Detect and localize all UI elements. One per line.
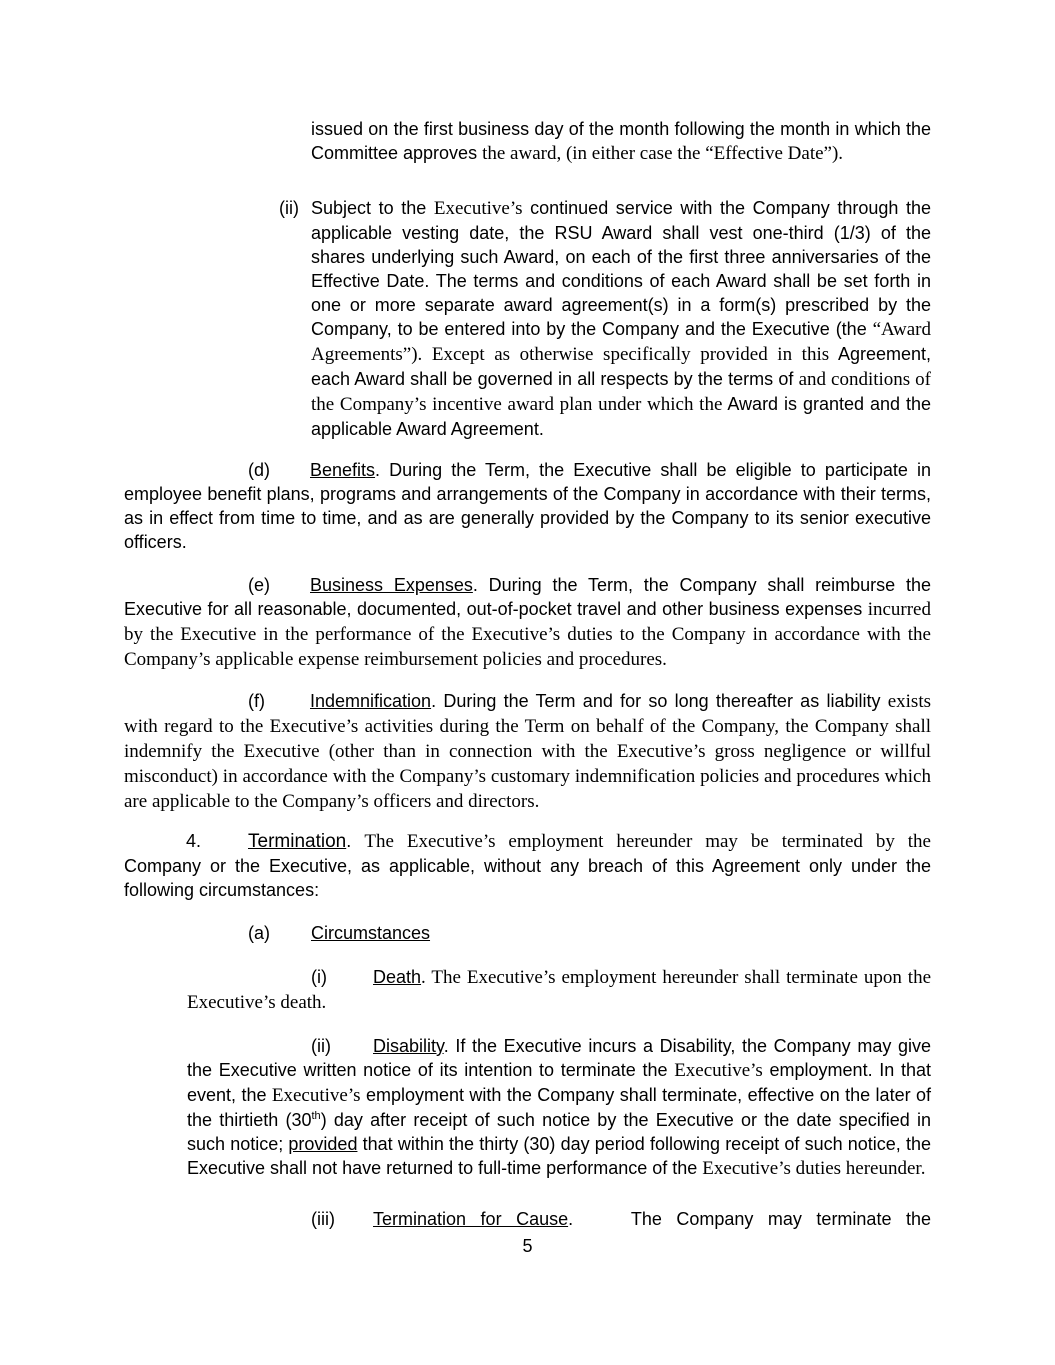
section-f-label: (f)	[248, 691, 265, 711]
item-i-label: (i)	[311, 967, 327, 987]
item-ii-disability-text: ) day after receipt of such notice by the Executive or the date specified in such notice;	[187, 1110, 931, 1154]
item-ii-text: Executive’s	[433, 198, 523, 219]
section-4-label: 4.	[186, 831, 202, 851]
section-f-text-serif: exists with regard to the Executive’s activities during the Term on behalf of the Company, the Company shall indemnify the Executive (other than in connection with the Executive’s gross negligence or willful misconduct) in accordance with the Company’s customary indemnification policies and procedures which are applicable to the Company’s officers and directors.	[124, 691, 931, 812]
item-ii-disability-text: that within the thirty (30) day period following receipt of such notice, the Executive shall not have returned to full-time performance of the	[187, 1134, 931, 1178]
section-e-label: (e)	[248, 575, 270, 595]
item-ii-disability-paragraph	[187, 1034, 931, 1181]
item-ii-text: Agreement, each Award shall be governed in all respects by the terms of	[311, 344, 932, 389]
item-ii-label: (ii)	[279, 198, 299, 218]
section-d-heading: Benefits	[310, 460, 376, 480]
continuation-text: issued on the first business day of the month following the month in which the Committee approves	[311, 119, 931, 163]
item-ii-text: Award is granted and the applicable Award Agreement.	[311, 394, 932, 439]
item-iii-heading-line	[373, 1207, 931, 1231]
section-f-heading: Indemnification	[310, 691, 432, 711]
item-ii-text: “Award Agreements”). Except as otherwise specifically provided in this	[311, 319, 931, 365]
section-e-heading: Business Expenses	[310, 575, 473, 595]
item-ii-disability-text: employment with the Company shall terminate, effective on the later of the thirtieth (30	[187, 1085, 931, 1130]
item-ii-vesting-paragraph	[311, 196, 931, 441]
item-ii-disability-text: Executive’s	[674, 1060, 763, 1081]
item-ii-disability-text: . If the Executive incurs a Disability, the Company may give the Executive written notice of its intention to terminate the	[187, 1036, 931, 1080]
section-f-paragraph	[124, 689, 931, 814]
section-4-text-serif: The Executive’s employment hereunder may be terminated by the	[364, 831, 931, 852]
item-iii-text: . The Company may terminate the	[568, 1209, 931, 1229]
superscript-th: th	[311, 1110, 321, 1122]
item-ii-disability-label: (ii)	[311, 1036, 331, 1056]
section-4-heading: Termination	[248, 831, 347, 852]
item-ii-disability-heading: Disability	[373, 1036, 444, 1056]
page-number: 5	[522, 1236, 533, 1256]
item-ii-text: Subject to the	[311, 198, 434, 218]
item-ii-text: continued service with the Company through the applicable vesting date, the RSU Award shall vest one-third (1/3) of the shares underlying such Award, on each of the first three anniversaries of the Effective Date. The terms and conditions of each Award shall be set forth in one or more separate award agreement(s) in a form(s) prescribed by the Company, to be entered into by the Company and the Executive (the	[311, 198, 931, 339]
continuation-paragraph	[311, 117, 931, 166]
section-d-text: . During the Term, the Executive shall be eligible to participate in employee benefit plans, programs and arrangements of the Company in accordance with their terms, as in effect from time to time, and as are generally provided by the Company to its senior executive officers.	[124, 460, 931, 552]
item-ii-disability-text: Executive’s duties hereunder.	[702, 1158, 926, 1179]
section-d-label: (d)	[248, 460, 270, 480]
item-i-death-paragraph	[187, 965, 931, 1015]
item-i-heading: Death	[373, 967, 422, 987]
provided-term: provided	[288, 1134, 358, 1154]
section-e-paragraph	[124, 573, 931, 672]
item-ii-disability-text: employment. In that event, the	[187, 1060, 931, 1105]
item-ii-disability-text: Executive’s	[271, 1085, 361, 1106]
section-e-text: . During the Term, the Company shall reimburse the Executive for all reasonable, documented, out-of-pocket travel and other business expenses	[124, 575, 931, 619]
section-a-label: (a)	[248, 923, 270, 943]
item-i-text: . The Executive’s employment hereunder shall terminate upon the Executive’s death.	[187, 967, 931, 1013]
section-a-heading: Circumstances	[311, 923, 431, 943]
item-iii-label: (iii)	[311, 1209, 335, 1229]
section-f-text: . During the Term and for so long thereafter as liability	[431, 691, 888, 711]
continuation-text-serif: the award, (in either case the “Effective Date”).	[482, 143, 844, 164]
section-4-punct: .	[346, 831, 365, 851]
section-d-paragraph	[124, 458, 931, 554]
item-iii-heading: Termination for Cause	[373, 1209, 569, 1229]
section-e-text-serif: incurred by the Executive in the performance of the Executive’s duties to the Company in accordance with the Company’s applicable expense reimbursement policies and procedures.	[124, 599, 931, 670]
item-ii-text: and conditions of the Company’s incentive award plan under which the	[311, 369, 931, 415]
section-4-paragraph	[124, 829, 931, 902]
section-4-text: Company or the Executive, as applicable, without any breach of this Agreement only under the following circumstances:	[124, 856, 931, 900]
